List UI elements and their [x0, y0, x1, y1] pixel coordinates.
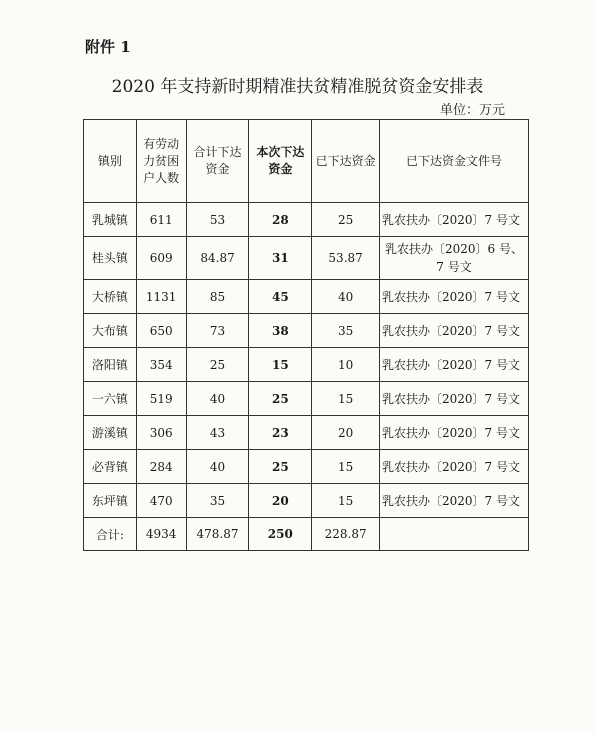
totals-current: 250: [249, 518, 312, 551]
table-row: [84, 203, 529, 237]
totals-total: 478.87: [186, 518, 249, 551]
cell-households: 609: [136, 237, 186, 280]
cell-issued: 15: [312, 484, 380, 518]
cell-doc: 乳农扶办〔2020〕7 号文: [380, 280, 529, 314]
cell-doc: 乳农扶办〔2020〕7 号文: [380, 382, 529, 416]
cell-households: 1131: [136, 280, 186, 314]
cell-issued: 25: [312, 203, 380, 237]
table-row: [84, 280, 529, 314]
unit-label: 单位：万元: [440, 103, 506, 118]
cell-households: 519: [136, 382, 186, 416]
cell-town: 大布镇: [84, 314, 137, 348]
header-issued-funds: 已下达资金: [312, 120, 380, 203]
cell-doc: 乳农扶办〔2020〕7 号文: [380, 416, 529, 450]
cell-town: 东坪镇: [84, 484, 137, 518]
totals-row: [84, 518, 529, 551]
table-row: [84, 348, 529, 382]
cell-total: 85: [186, 280, 249, 314]
cell-households: 470: [136, 484, 186, 518]
header-document-number: 已下达资金文件号: [380, 120, 529, 203]
cell-total: 84.87: [186, 237, 249, 280]
cell-town: 必背镇: [84, 450, 137, 484]
table-row: [84, 314, 529, 348]
table-row: [84, 382, 529, 416]
fund-allocation-table: [83, 119, 529, 551]
totals-label: 合计:: [84, 518, 137, 551]
header-current-funds: 本次下达资金: [249, 120, 312, 203]
table-row: [84, 237, 529, 280]
cell-doc: 乳农扶办〔2020〕7 号文: [380, 450, 529, 484]
page-title: 2020 年支持新时期精准扶贫精准脱贫资金安排表: [111, 77, 484, 97]
cell-households: 650: [136, 314, 186, 348]
cell-current: 45: [249, 280, 312, 314]
header-total-funds: 合计下达资金: [186, 120, 249, 203]
cell-town: 桂头镇: [84, 237, 137, 280]
cell-current: 28: [249, 203, 312, 237]
cell-total: 40: [186, 450, 249, 484]
totals-doc: [380, 518, 529, 551]
cell-current: 25: [249, 450, 312, 484]
cell-total: 53: [186, 203, 249, 237]
cell-doc: 乳农扶办〔2020〕7 号文: [380, 348, 529, 382]
cell-town: 乳城镇: [84, 203, 137, 237]
cell-issued: 53.87: [312, 237, 380, 280]
cell-households: 354: [136, 348, 186, 382]
cell-households: 306: [136, 416, 186, 450]
cell-current: 31: [249, 237, 312, 280]
header-households: 有劳动力贫困户人数: [136, 120, 186, 203]
cell-issued: 40: [312, 280, 380, 314]
cell-issued: 15: [312, 450, 380, 484]
cell-doc: 乳农扶办〔2020〕6 号、7 号文: [380, 237, 529, 280]
cell-current: 25: [249, 382, 312, 416]
cell-total: 25: [186, 348, 249, 382]
cell-current: 15: [249, 348, 312, 382]
cell-current: 20: [249, 484, 312, 518]
cell-doc: 乳农扶办〔2020〕7 号文: [380, 484, 529, 518]
cell-doc: 乳农扶办〔2020〕7 号文: [380, 203, 529, 237]
cell-total: 43: [186, 416, 249, 450]
cell-issued: 20: [312, 416, 380, 450]
cell-issued: 15: [312, 382, 380, 416]
cell-total: 73: [186, 314, 249, 348]
cell-current: 38: [249, 314, 312, 348]
cell-households: 611: [136, 203, 186, 237]
table-header-row: [84, 120, 529, 203]
totals-households: 4934: [136, 518, 186, 551]
attachment-label: 附件 1: [85, 38, 131, 56]
cell-total: 40: [186, 382, 249, 416]
cell-town: 大桥镇: [84, 280, 137, 314]
cell-issued: 10: [312, 348, 380, 382]
table-row: [84, 484, 529, 518]
cell-town: 游溪镇: [84, 416, 137, 450]
cell-issued: 35: [312, 314, 380, 348]
header-town: 镇别: [84, 120, 137, 203]
cell-current: 23: [249, 416, 312, 450]
table-row: [84, 416, 529, 450]
cell-total: 35: [186, 484, 249, 518]
cell-doc: 乳农扶办〔2020〕7 号文: [380, 314, 529, 348]
cell-town: 一六镇: [84, 382, 137, 416]
cell-households: 284: [136, 450, 186, 484]
table-row: [84, 450, 529, 484]
cell-town: 洛阳镇: [84, 348, 137, 382]
totals-issued: 228.87: [312, 518, 380, 551]
